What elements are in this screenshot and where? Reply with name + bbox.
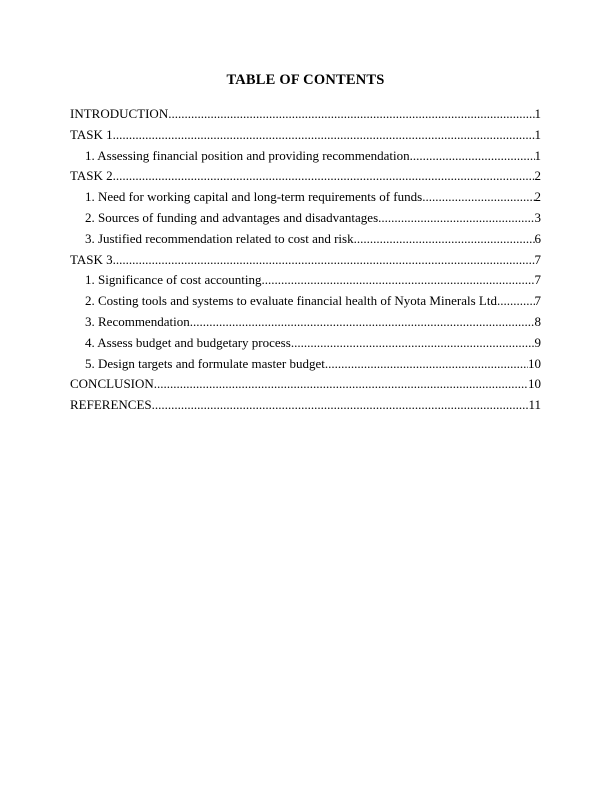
toc-entry bbox=[70, 187, 541, 208]
toc-entry bbox=[70, 333, 541, 354]
toc-entry-page: 8 bbox=[534, 313, 541, 329]
toc-entry-page: 2 bbox=[534, 168, 541, 184]
toc-entry bbox=[70, 166, 541, 187]
toc-entry-label: INTRODUCTION bbox=[70, 106, 169, 121]
toc-entry bbox=[70, 354, 541, 375]
toc-entry bbox=[70, 395, 541, 416]
toc-entry bbox=[70, 374, 541, 395]
toc-entry bbox=[70, 125, 541, 146]
toc-entry-label: TASK 2 bbox=[70, 168, 113, 184]
toc-entry-label: 4. Assess budget and budgetary process bbox=[85, 334, 291, 350]
toc-entry-page: 7 bbox=[534, 272, 541, 288]
toc-entry-label: 3. Recommendation bbox=[85, 313, 190, 329]
toc-entry-page: 10 bbox=[528, 376, 541, 392]
dot-leader bbox=[378, 208, 534, 229]
toc-entry bbox=[70, 208, 541, 229]
toc-entry-page: 3 bbox=[534, 209, 541, 225]
toc-entry-page: 9 bbox=[534, 334, 541, 350]
dot-leader bbox=[113, 166, 535, 187]
toc-entry-page: 1 bbox=[534, 106, 541, 121]
dot-leader bbox=[325, 354, 528, 375]
toc-entry-page: 6 bbox=[534, 230, 541, 246]
dot-leader bbox=[410, 146, 535, 167]
dot-leader bbox=[497, 291, 535, 312]
toc-entry-page: 10 bbox=[528, 355, 541, 371]
page-title: TABLE OF CONTENTS bbox=[226, 72, 385, 88]
toc-entry-label: TASK 1 bbox=[70, 126, 113, 142]
dot-leader bbox=[168, 104, 534, 125]
table-of-contents bbox=[70, 104, 541, 416]
toc-entry-label: 2. Costing tools and systems to evaluate financial health of Nyota Minerals Ltd bbox=[85, 293, 497, 309]
toc-entry-page: 11 bbox=[528, 397, 541, 413]
toc-entry-page: 7 bbox=[534, 293, 541, 309]
toc-entry-label: 1. Assessing financial position and providing recommendation bbox=[85, 147, 410, 163]
toc-entry-label: 2. Sources of funding and advantages and disadvantages bbox=[85, 209, 379, 225]
toc-entry-page: 1 bbox=[534, 147, 541, 163]
dot-leader bbox=[113, 250, 535, 271]
toc-entry-label: TASK 3 bbox=[70, 251, 113, 267]
dot-leader bbox=[113, 125, 535, 146]
toc-entry-label: 1. Need for working capital and long-term requirements of funds bbox=[85, 189, 423, 205]
toc-entry bbox=[70, 229, 541, 250]
toc-entry-label: 5. Design targets and formulate master budget bbox=[85, 355, 325, 371]
toc-entry-page: 7 bbox=[534, 251, 541, 267]
toc-entry bbox=[70, 270, 541, 291]
toc-entry bbox=[70, 104, 541, 125]
toc-entry bbox=[70, 250, 541, 271]
dot-leader bbox=[262, 270, 535, 291]
toc-entry-page: 1 bbox=[534, 126, 541, 142]
toc-entry-page: 2 bbox=[534, 189, 541, 205]
toc-entry bbox=[70, 312, 541, 333]
toc-entry-label: 3. Justified recommendation related to cost and risk bbox=[85, 230, 354, 246]
toc-entry bbox=[70, 146, 541, 167]
toc-entry bbox=[70, 291, 541, 312]
toc-entry-label: CONCLUSION bbox=[70, 376, 154, 392]
toc-entry-label: REFERENCES bbox=[70, 397, 152, 413]
toc-entry-label: 1. Significance of cost accounting bbox=[85, 272, 262, 288]
dot-leader bbox=[154, 374, 528, 395]
dot-leader bbox=[291, 333, 535, 354]
dot-leader bbox=[422, 187, 534, 208]
dot-leader bbox=[190, 312, 535, 333]
dot-leader bbox=[152, 395, 529, 416]
dot-leader bbox=[354, 229, 535, 250]
